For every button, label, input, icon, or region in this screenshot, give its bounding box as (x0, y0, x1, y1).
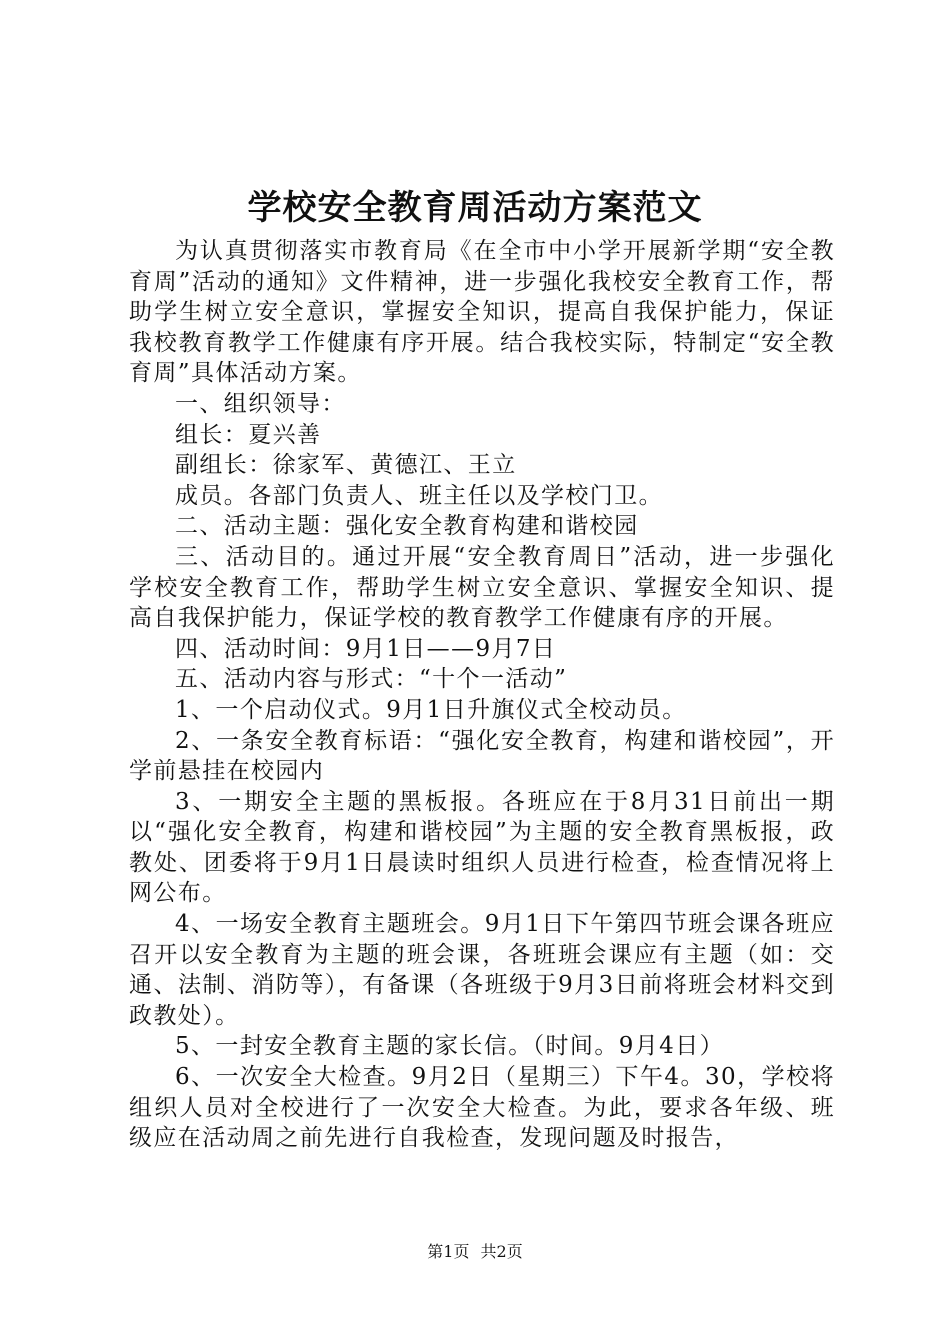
paragraph-item-6: 6、一次安全大检查。9月2日（星期三）下午4。30，学校将组织人员对全校进行了一次安全大检查。为此，要求各年级、班级应在活动周之前先进行自我检查，发现问题及时报告， (129, 1064, 835, 1152)
paragraph-item-4: 4、一场安全教育主题班会。9月1日下午第四节班会课各班应召开以安全教育为主题的班会课，各班班会课应有主题（如：交通、法制、消防等），有备课（各班级于9月3日前将班会材料交到政教处）。 (129, 911, 835, 1029)
paragraph-item-1: 1、一个启动仪式。9月1日升旗仪式全校动员。 (175, 696, 687, 723)
paragraph-item-2: 2、一条安全教育标语：“强化安全教育，构建和谐校园”，开学前悬挂在校园内 (129, 727, 835, 785)
paragraph-item-5: 5、一封安全教育主题的家长信。（时间。9月4日） (175, 1033, 724, 1060)
paragraph-members: 成员。各部门负责人、班主任以及学校门卫。 (175, 482, 663, 509)
page-number: 第1页 (427, 1242, 470, 1261)
paragraph-section-2: 二、活动主题：强化安全教育构建和谐校园 (175, 513, 639, 540)
document-title: 学校安全教育周活动方案范文 (247, 188, 703, 228)
paragraph-section-4: 四、活动时间：9月1日——9月7日 (175, 635, 557, 662)
paragraph-deputy: 副组长：徐家军、黄德江、王立 (175, 452, 517, 479)
paragraph-section-3: 三、活动目的。通过开展“安全教育周日”活动，进一步强化学校安全教育工作，帮助学生树立安全意识、掌握安全知识、提高自我保护能力，保证学校的教育教学工作健康有序的开展。 (129, 543, 835, 632)
page-footer (0, 1242, 950, 1262)
paragraph-item-3: 3、一期安全主题的黑板报。各班应在于8月31日前出一期以“强化安全教育，构建和谐校园”为主题的安全教育黑板报，政教处、团委将于9月1日晨读时组织人员进行检查，检查情况将上网公布。 (129, 788, 835, 907)
paragraph-section-1: 一、组织领导： (175, 390, 346, 417)
paragraph-section-5: 五、活动内容与形式：“十个一活动” (175, 666, 568, 693)
page-total: 共2页 (480, 1242, 523, 1261)
document-body (129, 236, 835, 1154)
paragraph-intro: 为认真贯彻落实市教育局《在全市中小学开展新学期“安全教育周”活动的通知》文件精神，进一步强化我校安全教育工作，帮助学生树立安全意识，掌握安全知识，提高自我保护能力，保证我校教育教学工作健康有序开展。结合我校实际，特制定“安全教育周”具体活动方案。 (129, 238, 835, 387)
paragraph-leader: 组长：夏兴善 (175, 421, 322, 448)
